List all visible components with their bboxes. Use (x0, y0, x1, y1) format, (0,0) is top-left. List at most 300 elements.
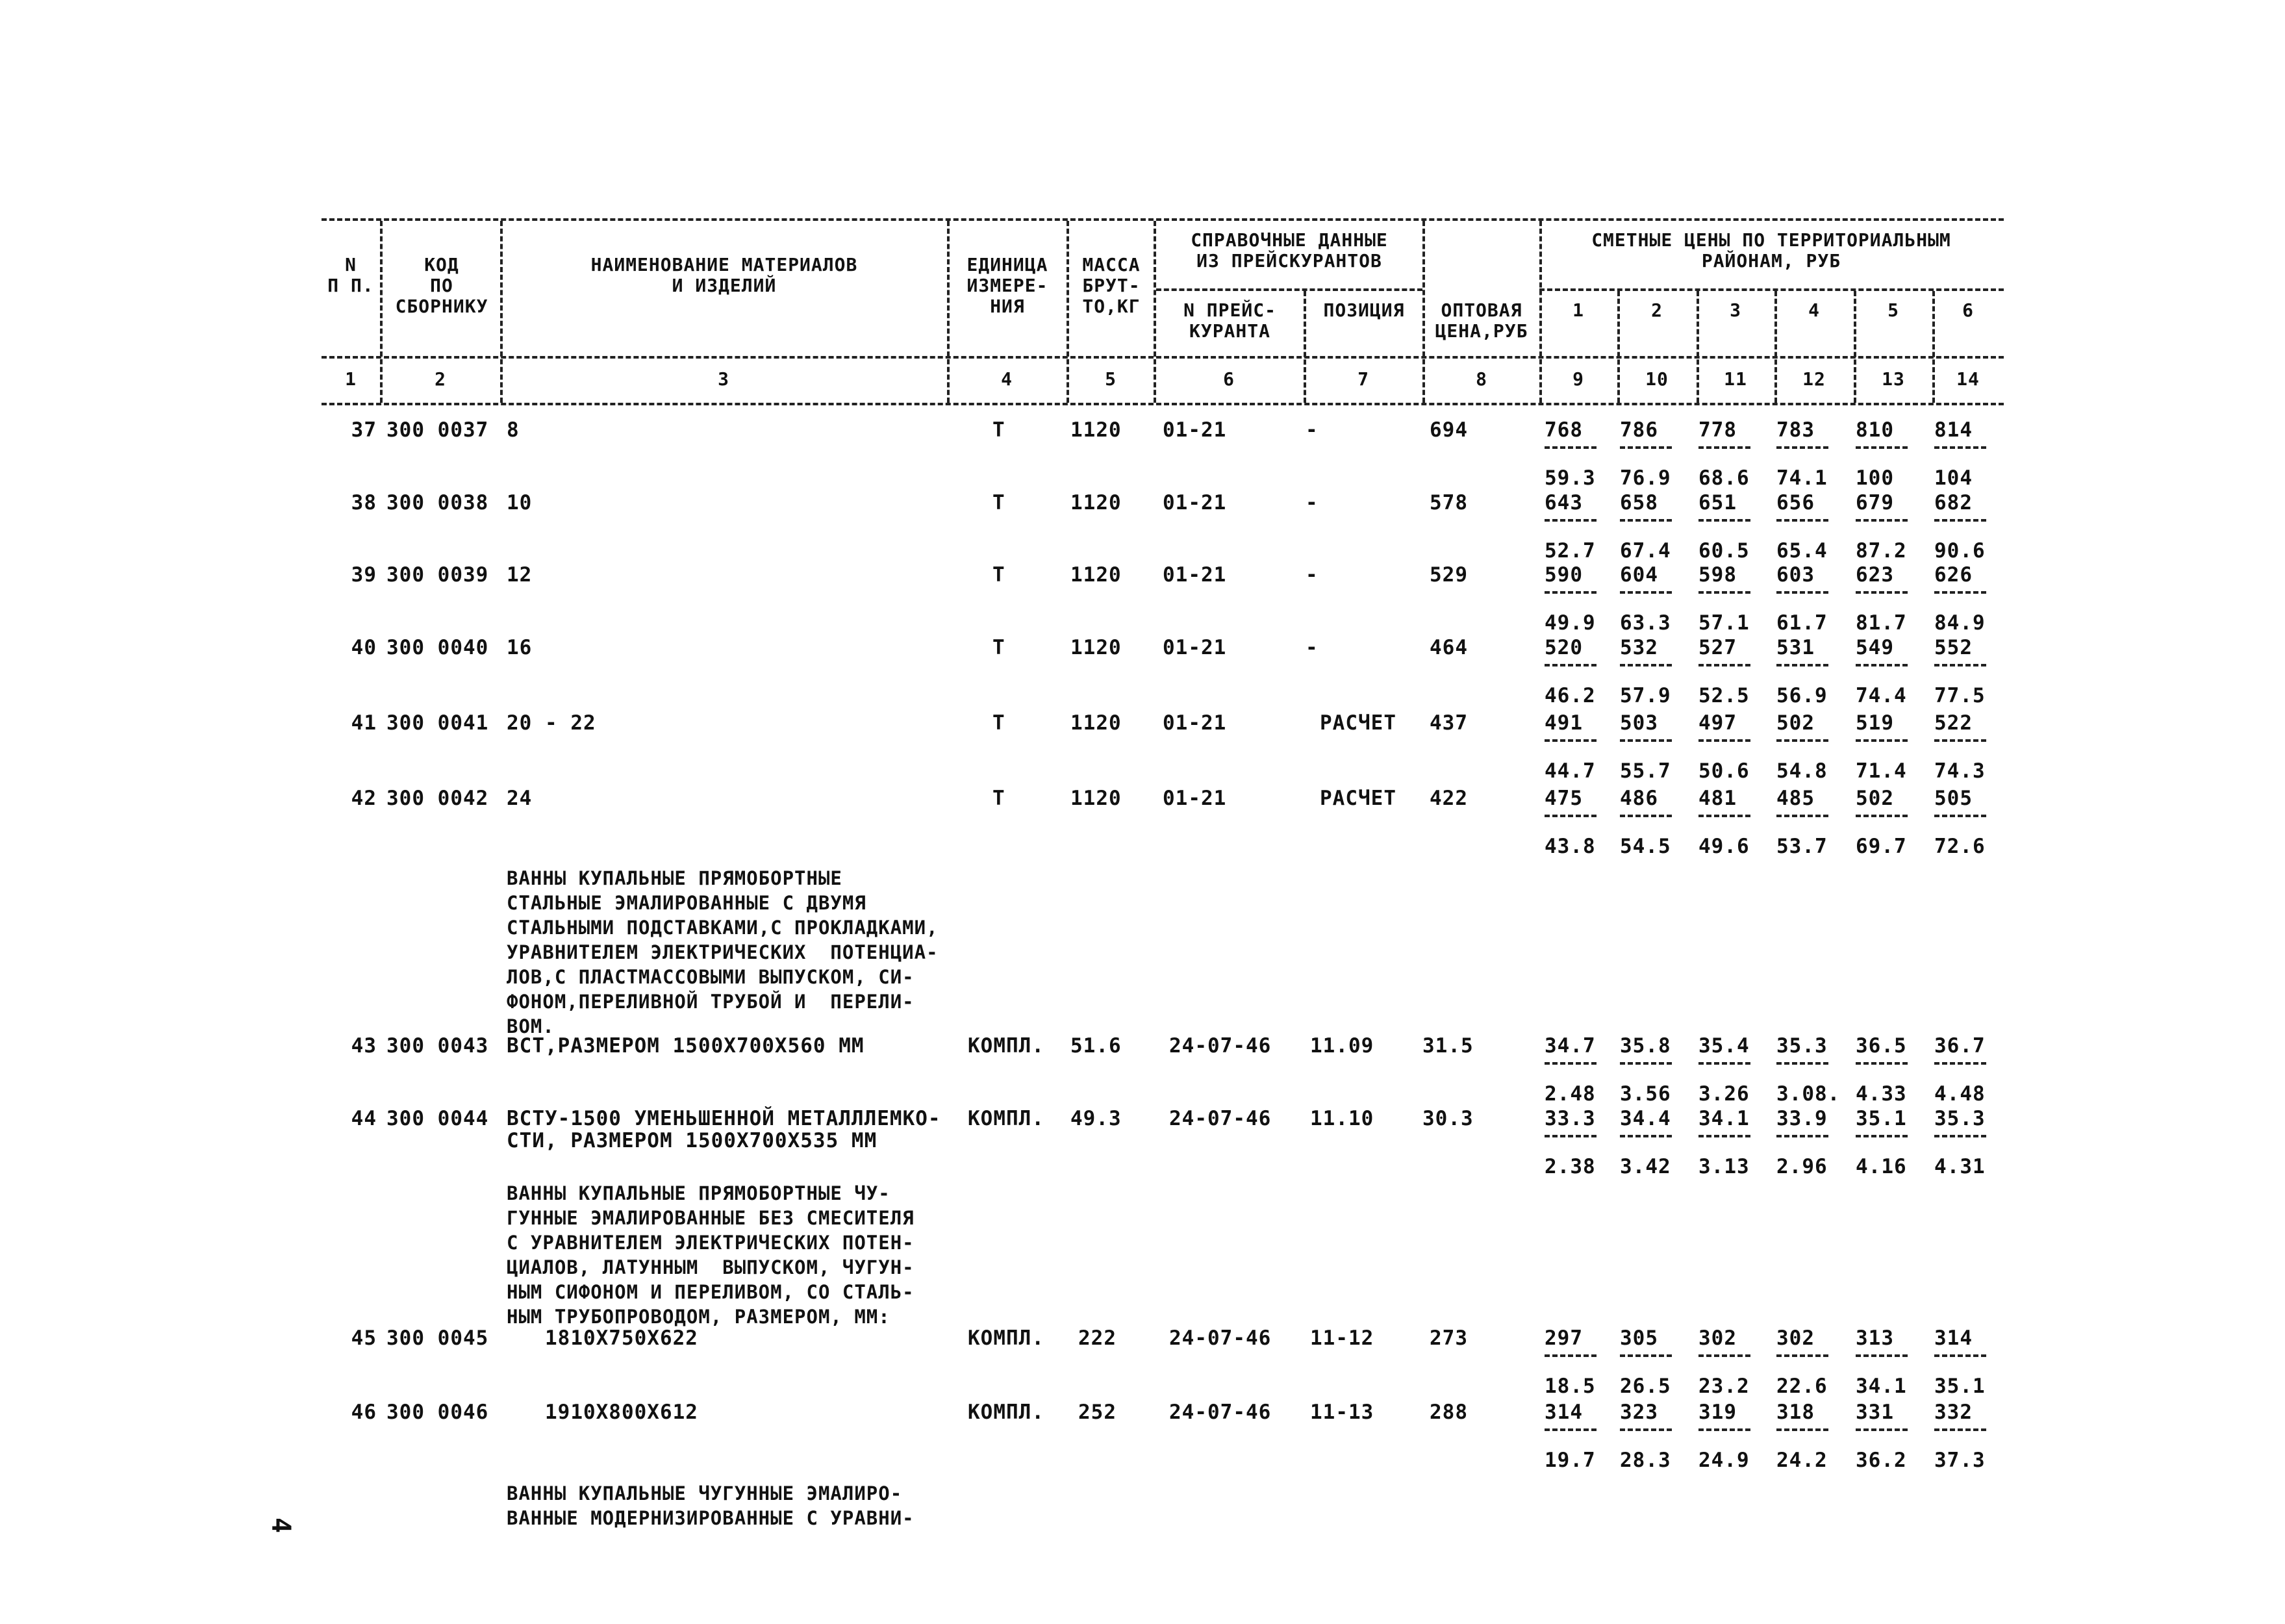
wage-region-2: 76.9 (1620, 466, 1671, 490)
price-region-4: 302 (1776, 1326, 1815, 1350)
fraction-rule (1698, 519, 1750, 522)
header-ref-group: СПРАВОЧНЫЕ ДАННЫЕ ИЗ ПРЕЙСКУРАНТОВ (1191, 229, 1388, 272)
fraction-rule (1776, 1428, 1828, 1431)
row-position: РАСЧЕТ (1320, 787, 1396, 810)
wage-region-4: 2.96 (1776, 1155, 1828, 1178)
fraction-rule (1856, 739, 1908, 742)
fraction-rule (1620, 1354, 1672, 1357)
price-region-5: 331 (1856, 1401, 1894, 1424)
region-number: 2 (1651, 299, 1663, 321)
price-region-5: 623 (1856, 563, 1894, 587)
header-sep (1617, 291, 1620, 403)
wage-region-4: 3.08. (1776, 1082, 1841, 1106)
fraction-rule (1545, 591, 1597, 594)
column-number: 8 (1476, 368, 1487, 390)
price-region-1: 590 (1545, 563, 1583, 587)
row-code: 300 0038 (386, 491, 489, 514)
wage-region-5: 34.1 (1856, 1375, 1907, 1398)
fraction-rule (1620, 446, 1672, 449)
price-region-3: 319 (1698, 1401, 1737, 1424)
fraction-rule (1776, 1062, 1828, 1065)
column-number: 9 (1572, 368, 1584, 390)
wage-region-5: 69.7 (1856, 835, 1907, 858)
header-bottom-rule (322, 403, 2004, 405)
fraction-rule (1620, 519, 1672, 522)
row-number: 41 (351, 711, 377, 735)
row-number: 37 (351, 418, 377, 442)
price-region-2: 604 (1620, 563, 1658, 587)
price-region-5: 549 (1856, 636, 1894, 659)
header-col-name: НАИМЕНОВАНИЕ МАТЕРИАЛОВ И ИЗДЕЛИЙ (590, 254, 858, 296)
column-number: 6 (1223, 368, 1235, 390)
header-sep (500, 221, 503, 403)
row-name: 10 (507, 491, 533, 514)
fraction-rule (1934, 815, 1986, 817)
wage-region-5: 71.4 (1856, 759, 1907, 783)
row-code: 300 0040 (386, 636, 489, 659)
wage-region-5: 4.16 (1856, 1155, 1907, 1178)
row-code: 300 0041 (386, 711, 489, 735)
wage-region-1: 2.48 (1545, 1082, 1596, 1106)
wage-region-1: 18.5 (1545, 1375, 1596, 1398)
row-unit: КОМПЛ. (968, 1034, 1044, 1058)
wage-region-6: 72.6 (1934, 835, 1986, 858)
price-region-1: 34.7 (1545, 1034, 1596, 1058)
fraction-rule (1698, 815, 1750, 817)
price-region-4: 783 (1776, 418, 1815, 442)
row-mass: 1120 (1070, 711, 1122, 735)
header-top-rule (322, 218, 2004, 221)
region-number: 3 (1730, 299, 1741, 321)
column-number: 3 (718, 368, 729, 390)
wage-region-6: 35.1 (1934, 1375, 1986, 1398)
ref-group-rule (1156, 288, 1422, 291)
row-pricelist: 01-21 (1163, 636, 1227, 659)
row-name: 24 (507, 787, 533, 810)
row-pricelist: 01-21 (1163, 787, 1227, 810)
header-col-wholesale: ОПТОВАЯ ЦЕНА,РУБ (1435, 299, 1528, 342)
fraction-rule (1856, 446, 1908, 449)
row-number: 38 (351, 491, 377, 514)
row-mass: 252 (1078, 1401, 1117, 1424)
fraction-rule (1698, 739, 1750, 742)
price-region-3: 527 (1698, 636, 1737, 659)
row-pricelist: 01-21 (1163, 563, 1227, 587)
price-region-1: 297 (1545, 1326, 1583, 1350)
row-unit: Т (992, 418, 1005, 442)
row-name: 12 (507, 563, 533, 587)
row-name: ВСТ,РАЗМЕРОМ 1500Х700Х560 ММ (507, 1034, 865, 1058)
row-unit: Т (992, 636, 1005, 659)
row-unit: Т (992, 711, 1005, 735)
column-number: 1 (345, 368, 357, 390)
row-number: 45 (351, 1326, 377, 1350)
row-position: 11.10 (1310, 1107, 1374, 1130)
wage-region-2: 3.56 (1620, 1082, 1671, 1106)
wage-region-4: 22.6 (1776, 1375, 1828, 1398)
wage-region-5: 81.7 (1856, 611, 1907, 635)
fraction-rule (1698, 1062, 1750, 1065)
fraction-rule (1776, 1135, 1828, 1137)
row-name: 20 - 22 (507, 711, 596, 735)
column-number: 4 (1001, 368, 1013, 390)
wage-region-5: 74.4 (1856, 684, 1907, 707)
row-wholesale-price: 529 (1430, 563, 1468, 587)
row-unit: Т (992, 787, 1005, 810)
row-unit: КОМПЛ. (968, 1107, 1044, 1130)
row-mass: 1120 (1070, 636, 1122, 659)
fraction-rule (1776, 519, 1828, 522)
row-wholesale-price: 30.3 (1422, 1107, 1474, 1130)
price-region-2: 35.8 (1620, 1034, 1671, 1058)
price-region-6: 505 (1934, 787, 1973, 810)
row-name: ВСТУ-1500 УМЕНЬШЕННОЙ МЕТАЛЛЛЕМКО- СТИ, РАЗМЕРОМ 1500Х700Х535 ММ (507, 1107, 941, 1152)
fraction-rule (1698, 446, 1750, 449)
price-region-3: 497 (1698, 711, 1737, 735)
row-pricelist: 01-21 (1163, 418, 1227, 442)
row-name: 1910Х800Х612 (507, 1401, 698, 1424)
wage-region-2: 28.3 (1620, 1449, 1671, 1472)
fraction-rule (1620, 815, 1672, 817)
row-code: 300 0046 (386, 1401, 489, 1424)
row-code: 300 0044 (386, 1107, 489, 1130)
row-mass: 51.6 (1070, 1034, 1122, 1058)
fraction-rule (1934, 739, 1986, 742)
row-wholesale-price: 31.5 (1422, 1034, 1474, 1058)
wage-region-6: 90.6 (1934, 539, 1986, 563)
price-region-6: 332 (1934, 1401, 1973, 1424)
row-pricelist: 01-21 (1163, 491, 1227, 514)
wage-region-3: 68.6 (1698, 466, 1750, 490)
price-region-6: 626 (1934, 563, 1973, 587)
price-region-2: 532 (1620, 636, 1658, 659)
price-region-5: 679 (1856, 491, 1894, 514)
fraction-rule (1698, 1428, 1750, 1431)
fraction-rule (1934, 1135, 1986, 1137)
fraction-rule (1620, 664, 1672, 666)
header-col-mass: МАССА БРУТ- ТО,КГ (1082, 254, 1141, 317)
price-region-4: 656 (1776, 491, 1815, 514)
wage-region-2: 63.3 (1620, 611, 1671, 635)
row-code: 300 0045 (386, 1326, 489, 1350)
price-region-3: 651 (1698, 491, 1737, 514)
row-wholesale-price: 694 (1430, 418, 1468, 442)
column-number: 2 (435, 368, 446, 390)
price-region-6: 35.3 (1934, 1107, 1986, 1130)
row-wholesale-price: 464 (1430, 636, 1468, 659)
wage-region-1: 52.7 (1545, 539, 1596, 563)
wage-region-5: 4.33 (1856, 1082, 1907, 1106)
price-region-1: 33.3 (1545, 1107, 1596, 1130)
row-mass: 1120 (1070, 787, 1122, 810)
price-region-3: 302 (1698, 1326, 1737, 1350)
fraction-rule (1545, 664, 1597, 666)
row-position: - (1306, 563, 1319, 587)
wage-region-4: 54.8 (1776, 759, 1828, 783)
row-name: 1810Х750Х622 (507, 1326, 698, 1350)
wage-region-6: 4.31 (1934, 1155, 1986, 1178)
fraction-rule (1856, 1354, 1908, 1357)
wage-region-6: 104 (1934, 466, 1973, 490)
price-region-1: 491 (1545, 711, 1583, 735)
wage-region-4: 53.7 (1776, 835, 1828, 858)
row-wholesale-price: 437 (1430, 711, 1468, 735)
fraction-rule (1856, 1428, 1908, 1431)
wage-region-6: 74.3 (1934, 759, 1986, 783)
fraction-rule (1934, 1428, 1986, 1431)
row-mass: 1120 (1070, 418, 1122, 442)
header-col-position: ПОЗИЦИЯ (1323, 299, 1405, 321)
price-region-2: 305 (1620, 1326, 1658, 1350)
wage-region-1: 43.8 (1545, 835, 1596, 858)
fraction-rule (1545, 1062, 1597, 1065)
price-region-3: 598 (1698, 563, 1737, 587)
fraction-rule (1856, 815, 1908, 817)
price-region-4: 502 (1776, 711, 1815, 735)
row-unit: Т (992, 563, 1005, 587)
wage-region-6: 37.3 (1934, 1449, 1986, 1472)
price-region-5: 36.5 (1856, 1034, 1907, 1058)
column-number: 5 (1105, 368, 1117, 390)
row-mass: 1120 (1070, 563, 1122, 587)
wage-region-4: 24.2 (1776, 1449, 1828, 1472)
row-position: - (1306, 418, 1319, 442)
price-region-6: 814 (1934, 418, 1973, 442)
wage-region-3: 3.13 (1698, 1155, 1750, 1178)
row-number: 42 (351, 787, 377, 810)
row-pricelist: 24-07-46 (1169, 1401, 1272, 1424)
wage-region-2: 54.5 (1620, 835, 1671, 858)
header-price-group: СМЕТНЫЕ ЦЕНЫ ПО ТЕРРИТОРИАЛЬНЫМ РАЙОНАМ, РУБ (1591, 229, 1951, 272)
header-sep (1932, 291, 1935, 403)
row-unit: Т (992, 491, 1005, 514)
wage-region-4: 74.1 (1776, 466, 1828, 490)
price-region-2: 503 (1620, 711, 1658, 735)
row-mass: 49.3 (1070, 1107, 1122, 1130)
price-region-4: 35.3 (1776, 1034, 1828, 1058)
wage-region-2: 67.4 (1620, 539, 1671, 563)
price-region-3: 34.1 (1698, 1107, 1750, 1130)
row-pricelist: 24-07-46 (1169, 1107, 1272, 1130)
wage-region-3: 52.5 (1698, 684, 1750, 707)
wage-region-3: 60.5 (1698, 539, 1750, 563)
price-region-3: 481 (1698, 787, 1737, 810)
price-region-5: 519 (1856, 711, 1894, 735)
fraction-rule (1545, 446, 1597, 449)
fraction-rule (1698, 1354, 1750, 1357)
price-region-6: 36.7 (1934, 1034, 1986, 1058)
row-name: 8 (507, 418, 520, 442)
row-pricelist: 24-07-46 (1169, 1034, 1272, 1058)
price-region-4: 485 (1776, 787, 1815, 810)
price-region-6: 682 (1934, 491, 1973, 514)
row-position: - (1306, 636, 1319, 659)
fraction-rule (1620, 591, 1672, 594)
fraction-rule (1776, 591, 1828, 594)
wage-region-5: 36.2 (1856, 1449, 1907, 1472)
fraction-rule (1776, 1354, 1828, 1357)
wage-region-3: 23.2 (1698, 1375, 1750, 1398)
header-col-unit: ЕДИНИЦА ИЗМЕРЕ- НИЯ (966, 254, 1048, 317)
price-region-1: 475 (1545, 787, 1583, 810)
fraction-rule (1698, 1135, 1750, 1137)
column-number: 11 (1724, 368, 1747, 390)
fraction-rule (1934, 664, 1986, 666)
fraction-rule (1545, 815, 1597, 817)
row-position: 11.09 (1310, 1034, 1374, 1058)
column-number: 12 (1802, 368, 1826, 390)
wage-region-1: 46.2 (1545, 684, 1596, 707)
header-mid-rule (322, 356, 2004, 359)
row-wholesale-price: 578 (1430, 491, 1468, 514)
page-number-mark: 4 (266, 1517, 296, 1534)
fraction-rule (1698, 664, 1750, 666)
price-region-6: 314 (1934, 1326, 1973, 1350)
wage-region-2: 3.42 (1620, 1155, 1671, 1178)
header-sep (1774, 291, 1777, 403)
column-number: 7 (1357, 368, 1369, 390)
price-region-2: 34.4 (1620, 1107, 1671, 1130)
wage-region-1: 59.3 (1545, 466, 1596, 490)
fraction-rule (1620, 1428, 1672, 1431)
wage-region-2: 55.7 (1620, 759, 1671, 783)
price-region-5: 313 (1856, 1326, 1894, 1350)
fraction-rule (1620, 1135, 1672, 1137)
wage-region-3: 57.1 (1698, 611, 1750, 635)
wage-region-5: 100 (1856, 466, 1894, 490)
header-col-code: КОД ПО СБОРНИКУ (395, 254, 488, 317)
wage-region-6: 77.5 (1934, 684, 1986, 707)
region-number: 6 (1962, 299, 1974, 321)
price-region-2: 323 (1620, 1401, 1658, 1424)
column-number: 14 (1956, 368, 1980, 390)
price-region-1: 520 (1545, 636, 1583, 659)
wage-region-6: 4.48 (1934, 1082, 1986, 1106)
price-region-4: 318 (1776, 1401, 1815, 1424)
region-number: 4 (1808, 299, 1820, 321)
row-number: 39 (351, 563, 377, 587)
price-region-4: 603 (1776, 563, 1815, 587)
row-mass: 1120 (1070, 491, 1122, 514)
fraction-rule (1856, 591, 1908, 594)
row-number: 46 (351, 1401, 377, 1424)
fraction-rule (1934, 519, 1986, 522)
wage-region-1: 19.7 (1545, 1449, 1596, 1472)
wage-region-4: 56.9 (1776, 684, 1828, 707)
row-number: 43 (351, 1034, 377, 1058)
row-wholesale-price: 422 (1430, 787, 1468, 810)
price-region-6: 522 (1934, 711, 1973, 735)
fraction-rule (1934, 591, 1986, 594)
fraction-rule (1856, 519, 1908, 522)
price-region-6: 552 (1934, 636, 1973, 659)
row-code: 300 0043 (386, 1034, 489, 1058)
header-col-pricelist: N ПРЕЙС- КУРАНТА (1183, 299, 1276, 342)
fraction-rule (1545, 1354, 1597, 1357)
fraction-rule (1934, 446, 1986, 449)
wage-region-6: 84.9 (1934, 611, 1986, 635)
region-number: 5 (1887, 299, 1899, 321)
header-sep (1697, 291, 1699, 403)
price-region-1: 643 (1545, 491, 1583, 514)
region-number: 1 (1572, 299, 1584, 321)
row-wholesale-price: 288 (1430, 1401, 1468, 1424)
fraction-rule (1545, 519, 1597, 522)
fraction-rule (1934, 1062, 1986, 1065)
fraction-rule (1545, 1135, 1597, 1137)
wage-region-4: 61.7 (1776, 611, 1828, 635)
price-region-1: 314 (1545, 1401, 1583, 1424)
fraction-rule (1698, 591, 1750, 594)
price-region-2: 658 (1620, 491, 1658, 514)
wage-region-3: 3.26 (1698, 1082, 1750, 1106)
fraction-rule (1545, 1428, 1597, 1431)
fraction-rule (1545, 739, 1597, 742)
group-heading-steel-baths: ВАННЫ КУПАЛЬНЫЕ ПРЯМОБОРТНЫЕ СТАЛЬНЫЕ ЭМАЛИРОВАННЫЕ С ДВУМЯ СТАЛЬНЫМИ ПОДСТАВКАМИ,С ПРОКЛАДКАМИ, УРАВНИТЕЛЕМ ЭЛЕКТРИЧЕСКИХ ПОТЕНЦИА- ЛОВ,С ПЛАСТМАССОВЫМИ ВЫПУСКОМ, СИ- ФОНОМ,ПЕРЕЛИВНОЙ ТРУБОЙ И ПЕРЕЛИ- ВОМ. (507, 867, 939, 1037)
row-mass: 222 (1078, 1326, 1117, 1350)
row-unit: КОМПЛ. (968, 1401, 1044, 1424)
row-position: 11-13 (1310, 1401, 1374, 1424)
fraction-rule (1934, 1354, 1986, 1357)
fraction-rule (1856, 1135, 1908, 1137)
fraction-rule (1856, 664, 1908, 666)
column-number: 10 (1645, 368, 1669, 390)
row-code: 300 0037 (386, 418, 489, 442)
price-region-2: 486 (1620, 787, 1658, 810)
wage-region-1: 2.38 (1545, 1155, 1596, 1178)
row-position: - (1306, 491, 1319, 514)
wage-region-1: 49.9 (1545, 611, 1596, 635)
fraction-rule (1620, 739, 1672, 742)
price-region-4: 531 (1776, 636, 1815, 659)
group-heading-modernized-baths: ВАННЫ КУПАЛЬНЫЕ ЧУГУННЫЕ ЭМАЛИРО- ВАННЫЕ МОДЕРНИЗИРОВАННЫЕ С УРАВНИ- (507, 1482, 915, 1529)
price-region-5: 35.1 (1856, 1107, 1907, 1130)
row-code: 300 0039 (386, 563, 489, 587)
wage-region-3: 49.6 (1698, 835, 1750, 858)
price-region-3: 778 (1698, 418, 1737, 442)
row-code: 300 0042 (386, 787, 489, 810)
header-col-number: N П П. (327, 254, 374, 296)
fraction-rule (1776, 446, 1828, 449)
wage-region-3: 24.9 (1698, 1449, 1750, 1472)
price-region-2: 786 (1620, 418, 1658, 442)
group-heading-castiron-baths: ВАННЫ КУПАЛЬНЫЕ ПРЯМОБОРТНЫЕ ЧУ- ГУННЫЕ ЭМАЛИРОВАННЫЕ БЕЗ СМЕСИТЕЛЯ С УРАВНИТЕЛЕМ ЭЛЕКТРИЧЕСКИХ ПОТЕН- ЦИАЛОВ, ЛАТУННЫМ ВЫПУСКОМ, ЧУГУН- НЫМ СИФОНОМ И ПЕРЕЛИВОМ, СО СТАЛЬ- НЫМ ТРУБОПРОВОДОМ, РАЗМЕРОМ, ММ: (507, 1182, 915, 1328)
wage-region-2: 26.5 (1620, 1375, 1671, 1398)
price-region-4: 33.9 (1776, 1107, 1828, 1130)
fraction-rule (1776, 664, 1828, 666)
wage-region-3: 50.6 (1698, 759, 1750, 783)
fraction-rule (1856, 1062, 1908, 1065)
wage-region-2: 57.9 (1620, 684, 1671, 707)
wage-region-1: 44.7 (1545, 759, 1596, 783)
header-sep (1854, 291, 1856, 403)
row-position: 11-12 (1310, 1326, 1374, 1350)
wage-region-5: 87.2 (1856, 539, 1907, 563)
price-region-5: 810 (1856, 418, 1894, 442)
row-number: 44 (351, 1107, 377, 1130)
wage-region-4: 65.4 (1776, 539, 1828, 563)
row-wholesale-price: 273 (1430, 1326, 1468, 1350)
fraction-rule (1620, 1062, 1672, 1065)
price-region-1: 768 (1545, 418, 1583, 442)
row-position: РАСЧЕТ (1320, 711, 1396, 735)
fraction-rule (1776, 815, 1828, 817)
fraction-rule (1776, 739, 1828, 742)
row-pricelist: 24-07-46 (1169, 1326, 1272, 1350)
row-name: 16 (507, 636, 533, 659)
price-region-3: 35.4 (1698, 1034, 1750, 1058)
row-unit: КОМПЛ. (968, 1326, 1044, 1350)
